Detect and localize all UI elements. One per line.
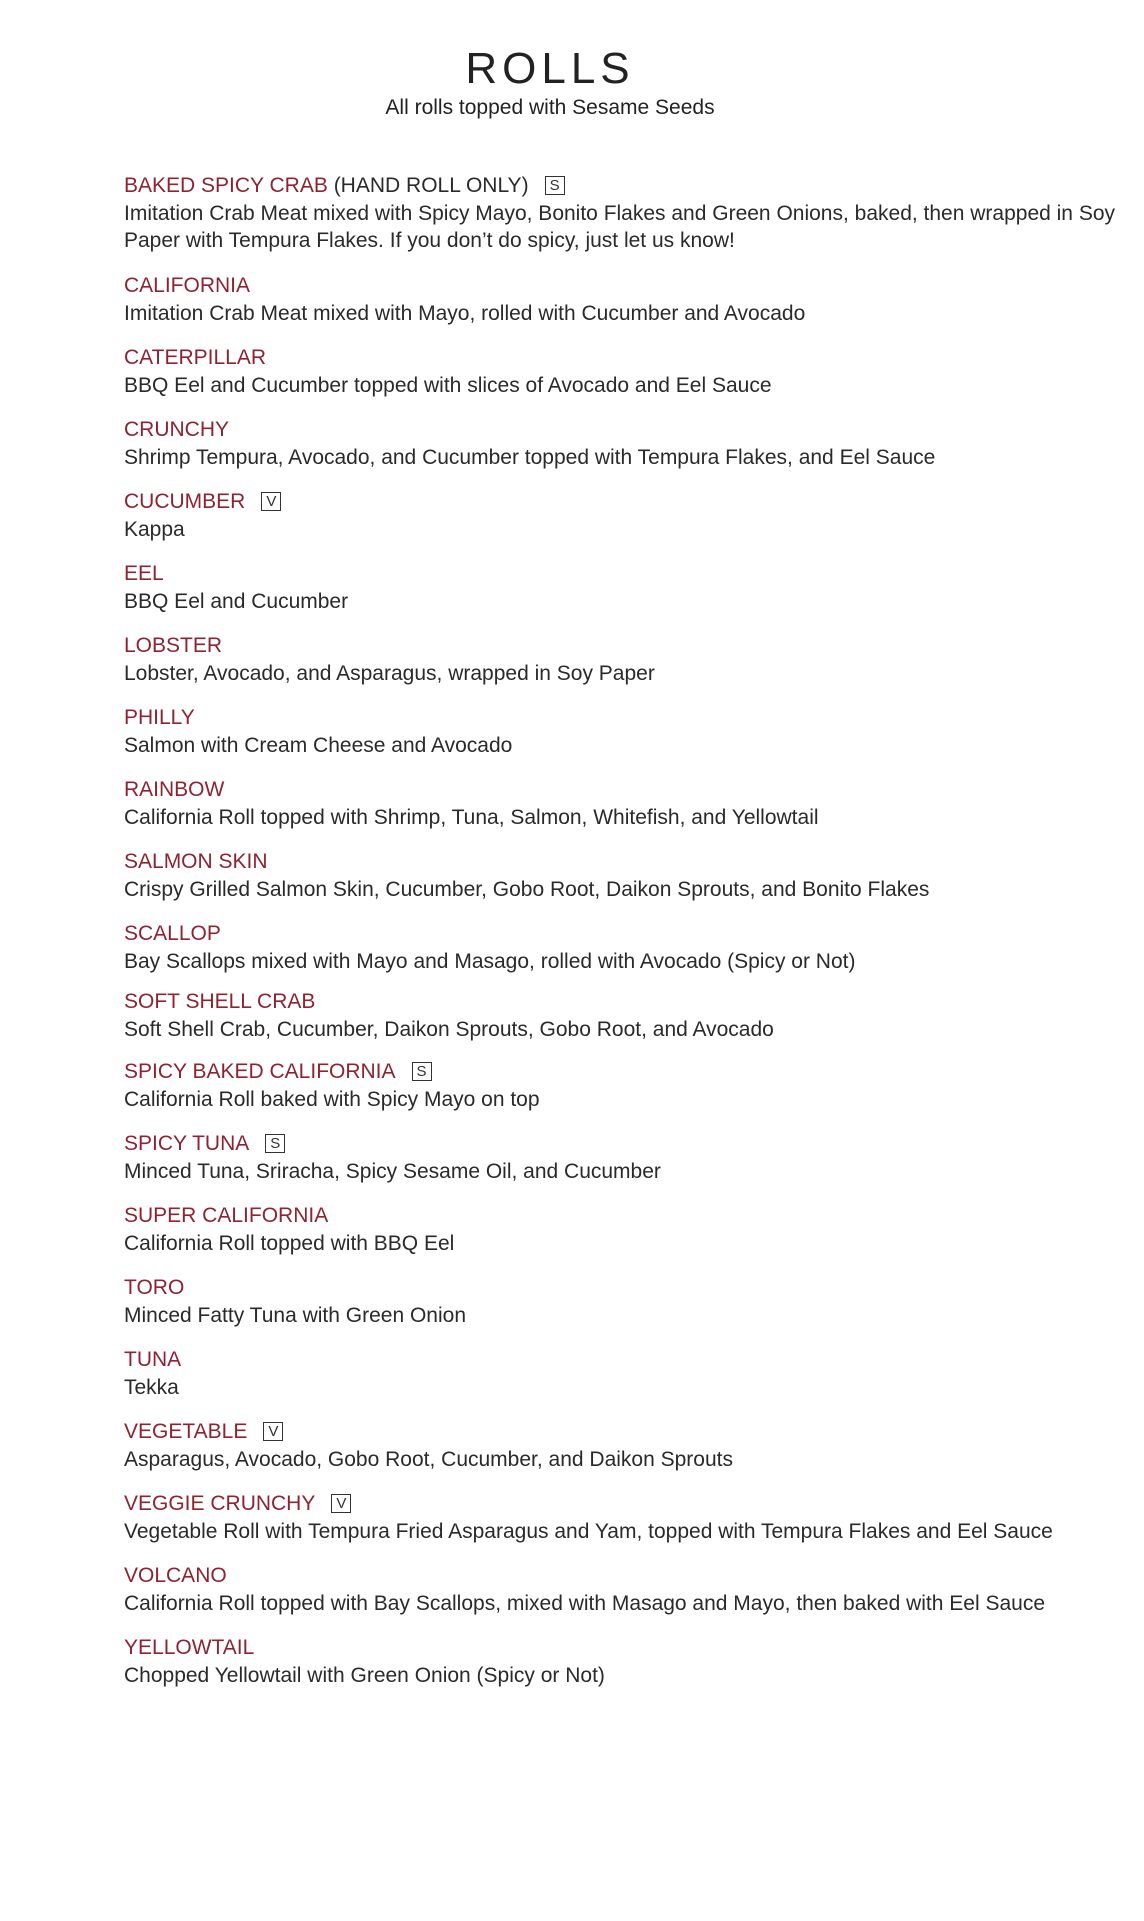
item-description: Salmon with Cream Cheese and Avocado [124, 734, 513, 757]
menu-item [124, 272, 1124, 327]
menu-item [124, 344, 1124, 399]
item-name-row [124, 344, 1124, 372]
item-name-row [124, 560, 1124, 588]
item-name-row [124, 1634, 1124, 1662]
item-name: SPICY BAKED CALIFORNIA [124, 1060, 396, 1083]
item-name-row [124, 776, 1124, 804]
spicy-badge: S [545, 176, 565, 195]
item-name-row [124, 1562, 1124, 1590]
item-name: SOFT SHELL CRAB [124, 990, 316, 1013]
item-name-row [124, 1346, 1124, 1374]
item-name: CATERPILLAR [124, 346, 266, 369]
item-name: CRUNCHY [124, 418, 229, 441]
menu-item [124, 488, 1124, 543]
item-description: California Roll topped with BBQ Eel [124, 1232, 455, 1255]
item-name: VOLCANO [124, 1564, 227, 1587]
item-name: SCALLOP [124, 922, 221, 945]
item-name: SALMON SKIN [124, 850, 268, 873]
item-name: VEGETABLE [124, 1420, 248, 1443]
item-description: Vegetable Roll with Tempura Fried Asparagus and Yam, topped with Tempura Flakes and Eel Sauce [124, 1520, 1053, 1543]
menu-item [124, 1490, 1124, 1545]
item-name-row [124, 172, 1124, 200]
item-name: CALIFORNIA [124, 274, 251, 297]
menu-item [124, 416, 1124, 471]
item-description: Crispy Grilled Salmon Skin, Cucumber, Gobo Root, Daikon Sprouts, and Bonito Flakes [124, 878, 930, 901]
item-name-row [124, 704, 1124, 732]
vegetarian-badge: V [263, 1422, 283, 1441]
menu-item [124, 1562, 1124, 1617]
item-name: PHILLY [124, 706, 195, 729]
item-name-row [124, 988, 1124, 1016]
menu-item [124, 1202, 1124, 1257]
item-name-row [124, 632, 1124, 660]
item-description: Soft Shell Crab, Cucumber, Daikon Sprouts, Gobo Root, and Avocado [124, 1018, 774, 1041]
menu-item [124, 1418, 1124, 1473]
menu-item [124, 1346, 1124, 1401]
item-name: EEL [124, 562, 164, 585]
item-description: Minced Fatty Tuna with Green Onion [124, 1304, 466, 1327]
menu-item [124, 1634, 1124, 1689]
vegetarian-badge: V [261, 492, 281, 511]
page-subtitle: All rolls topped with Sesame Seeds [385, 96, 715, 119]
item-name-row [124, 920, 1124, 948]
menu-item [124, 1274, 1124, 1329]
page-title: ROLLS [465, 44, 635, 93]
item-name-row [124, 848, 1124, 876]
item-name-row [124, 1274, 1124, 1302]
item-description: California Roll baked with Spicy Mayo on top [124, 1088, 540, 1111]
item-description: Asparagus, Avocado, Gobo Root, Cucumber, and Daikon Sprouts [124, 1448, 733, 1471]
item-description: California Roll topped with Bay Scallops, mixed with Masago and Mayo, then baked with Eel Sauce [124, 1592, 1045, 1615]
vegetarian-badge: V [331, 1494, 351, 1513]
menu-item [124, 632, 1124, 687]
menu-item [124, 704, 1124, 759]
item-description: Shrimp Tempura, Avocado, and Cucumber topped with Tempura Flakes, and Eel Sauce [124, 446, 936, 469]
spicy-badge: S [265, 1134, 285, 1153]
item-name-row [124, 416, 1124, 444]
item-name-row [124, 1490, 1124, 1518]
item-name: RAINBOW [124, 778, 225, 801]
item-name: TORO [124, 1276, 185, 1299]
item-note: (HAND ROLL ONLY) [327, 174, 529, 197]
item-description: Kappa [124, 518, 185, 541]
item-description: Chopped Yellowtail with Green Onion (Spicy or Not) [124, 1664, 605, 1687]
item-description: Imitation Crab Meat mixed with Mayo, rolled with Cucumber and Avocado [124, 302, 806, 325]
item-description: Minced Tuna, Sriracha, Spicy Sesame Oil, and Cucumber [124, 1160, 661, 1183]
item-description: California Roll topped with Shrimp, Tuna, Salmon, Whitefish, and Yellowtail [124, 806, 819, 829]
item-description: Bay Scallops mixed with Mayo and Masago, rolled with Avocado (Spicy or Not) [124, 950, 856, 973]
item-name: BAKED SPICY CRAB [124, 174, 328, 197]
menu-item [124, 560, 1124, 615]
item-name: VEGGIE CRUNCHY [124, 1492, 316, 1515]
menu-item [124, 172, 1124, 254]
menu-item [124, 988, 1124, 1043]
item-description: BBQ Eel and Cucumber topped with slices of Avocado and Eel Sauce [124, 374, 772, 397]
item-name: TUNA [124, 1348, 182, 1371]
menu-item [124, 920, 1124, 975]
menu-item [124, 1058, 1124, 1113]
item-name: LOBSTER [124, 634, 223, 657]
menu-item [124, 848, 1124, 903]
item-name-row [124, 1058, 1124, 1086]
item-name-row [124, 1130, 1124, 1158]
item-name: SUPER CALIFORNIA [124, 1204, 329, 1227]
item-name-row [124, 1202, 1124, 1230]
menu-item [124, 1130, 1124, 1185]
item-name-row [124, 488, 1124, 516]
item-name-row [124, 272, 1124, 300]
spicy-badge: S [412, 1062, 432, 1081]
item-name: SPICY TUNA [124, 1132, 250, 1155]
item-description: Imitation Crab Meat mixed with Spicy Mayo, Bonito Flakes and Green Onions, baked, then wrapped in Soy Paper with Tempura Flakes. If you don’t do spicy, just let us know! [124, 202, 1115, 252]
item-name-row [124, 1418, 1124, 1446]
item-description: Tekka [124, 1376, 179, 1399]
item-description: BBQ Eel and Cucumber [124, 590, 349, 613]
item-name: CUCUMBER [124, 490, 246, 513]
menu-item [124, 776, 1124, 831]
item-description: Lobster, Avocado, and Asparagus, wrapped in Soy Paper [124, 662, 655, 685]
item-name: YELLOWTAIL [124, 1636, 255, 1659]
